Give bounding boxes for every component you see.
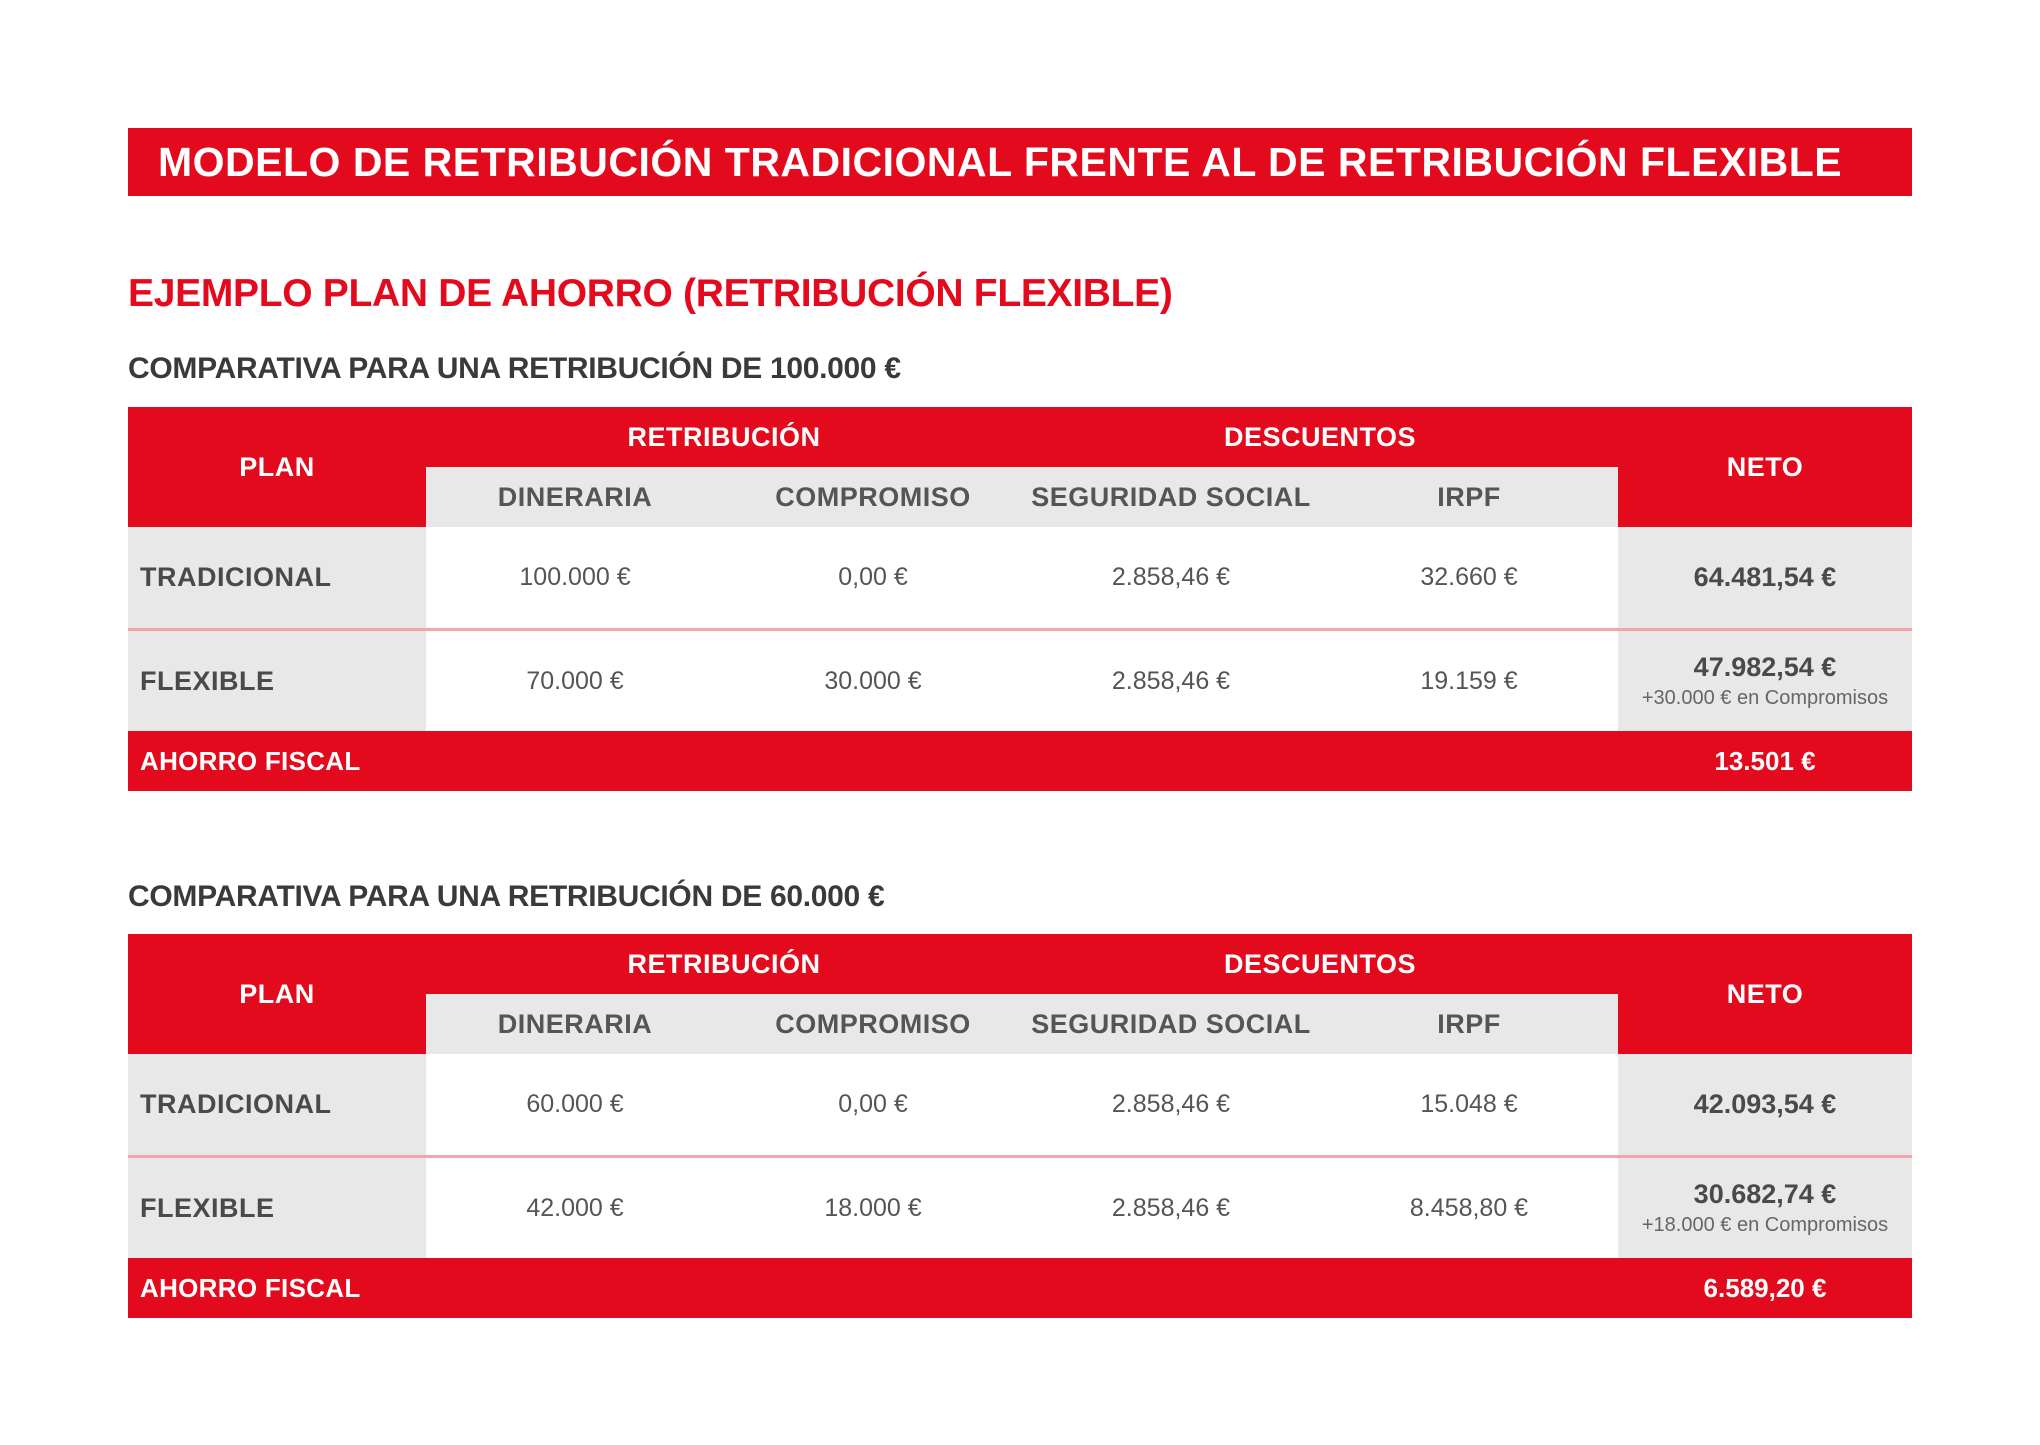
cell-seguridad-social: 2.858,46 € [1022, 631, 1320, 731]
header-dineraria: DINERARIA [426, 994, 724, 1054]
neto-value: 30.682,74 € [1693, 1179, 1837, 1209]
header-irpf: IRPF [1320, 467, 1618, 527]
footer-label: AHORRO FISCAL [128, 731, 728, 791]
header-plan: PLAN [239, 451, 315, 482]
comparison-table [128, 934, 1912, 1318]
cell-neto [1618, 1158, 1912, 1258]
header-compromiso: COMPROMISO [724, 994, 1022, 1054]
page-title: MODELO DE RETRIBUCIÓN TRADICIONAL FRENTE AL DE RETRIBUCIÓN FLEXIBLE [128, 128, 1912, 196]
table-caption: COMPARATIVA PARA UNA RETRIBUCIÓN DE 100.000 € [128, 352, 901, 385]
footer-value: 13.501 € [1618, 731, 1912, 791]
footer-value: 6.589,20 € [1618, 1258, 1912, 1318]
cell-dineraria: 60.000 € [426, 1054, 724, 1155]
header-seguridad-social: SEGURIDAD SOCIAL [1022, 994, 1320, 1054]
table-caption: COMPARATIVA PARA UNA RETRIBUCIÓN DE 60.000 € [128, 880, 885, 913]
cell-seguridad-social: 2.858,46 € [1022, 1158, 1320, 1258]
header-descuentos: DESCUENTOS [1223, 421, 1417, 452]
header-plan: PLAN [239, 978, 315, 1009]
cell-compromiso: 0,00 € [724, 527, 1022, 628]
section-subtitle: EJEMPLO PLAN DE AHORRO (RETRIBUCIÓN FLEXIBLE) [128, 272, 1173, 315]
neto-value: 47.982,54 € [1693, 652, 1837, 682]
header-irpf: IRPF [1320, 994, 1618, 1054]
row-plan-label: TRADICIONAL [128, 1054, 426, 1155]
cell-neto [1618, 1054, 1912, 1155]
cell-irpf: 19.159 € [1320, 631, 1618, 731]
header-compromiso: COMPROMISO [724, 467, 1022, 527]
cell-irpf: 15.048 € [1320, 1054, 1618, 1155]
cell-dineraria: 70.000 € [426, 631, 724, 731]
header-retribucion: RETRIBUCIÓN [627, 948, 821, 979]
header-seguridad-social: SEGURIDAD SOCIAL [1022, 467, 1320, 527]
header-neto: NETO [1726, 978, 1804, 1009]
cell-seguridad-social: 2.858,46 € [1022, 1054, 1320, 1155]
neto-value: 42.093,54 € [1693, 1089, 1837, 1119]
cell-compromiso: 30.000 € [724, 631, 1022, 731]
row-plan-label: FLEXIBLE [128, 631, 426, 731]
cell-neto [1618, 527, 1912, 628]
cell-compromiso: 0,00 € [724, 1054, 1022, 1155]
header-descuentos: DESCUENTOS [1223, 948, 1417, 979]
cell-neto [1618, 631, 1912, 731]
cell-seguridad-social: 2.858,46 € [1022, 527, 1320, 628]
row-plan-label: TRADICIONAL [128, 527, 426, 628]
cell-irpf: 8.458,80 € [1320, 1158, 1618, 1258]
cell-dineraria: 42.000 € [426, 1158, 724, 1258]
cell-irpf: 32.660 € [1320, 527, 1618, 628]
cell-dineraria: 100.000 € [426, 527, 724, 628]
comparison-table [128, 407, 1912, 791]
header-retribucion: RETRIBUCIÓN [627, 421, 821, 452]
header-neto: NETO [1726, 451, 1804, 482]
neto-note: +18.000 € en Compromisos [1641, 1214, 1889, 1236]
footer-label: AHORRO FISCAL [128, 1258, 728, 1318]
neto-note: +30.000 € en Compromisos [1641, 687, 1889, 709]
header-dineraria: DINERARIA [426, 467, 724, 527]
row-plan-label: FLEXIBLE [128, 1158, 426, 1258]
neto-value: 64.481,54 € [1693, 562, 1837, 592]
cell-compromiso: 18.000 € [724, 1158, 1022, 1258]
